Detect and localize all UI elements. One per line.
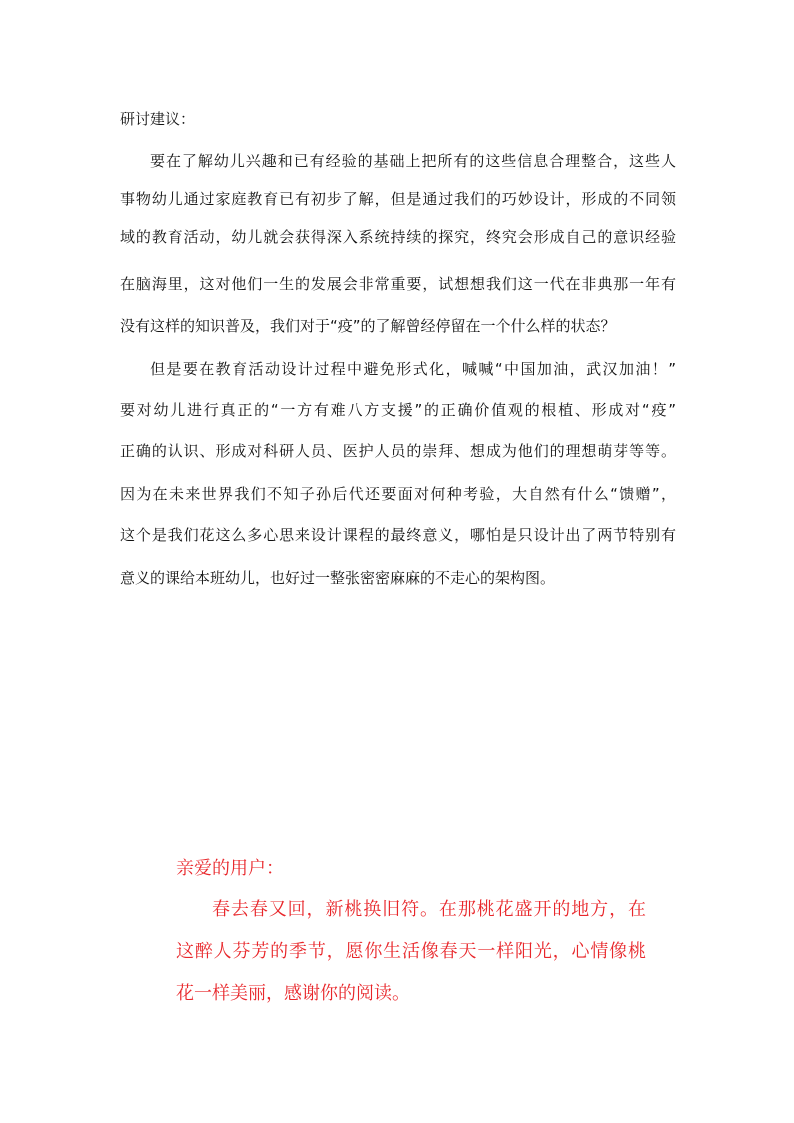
paragraph-line: 但是要在教育活动设计过程中避免形式化，喊喊“中国加油，武汉加油！”: [150, 360, 676, 378]
paragraph-line: 事物幼儿通过家庭教育已有初步了解，但是通过我们的巧妙设计，形成的不同领: [120, 190, 676, 208]
paragraph-line: 没有这样的知识普及，我们对于“疫”的了解曾经停留在一个什么样的状态？: [120, 317, 616, 335]
closing-line: 春去春又回，新桃换旧符。在那桃花盛开的地方，在: [212, 899, 646, 920]
paragraph-line: 域的教育活动，幼儿就会获得深入系统持续的探究，终究会形成自己的意识经验: [120, 228, 676, 246]
section-heading: 研讨建议：: [120, 110, 196, 128]
paragraph-line: 要在了解幼儿兴趣和已有经验的基础上把所有的这些信息合理整合，这些人: [150, 152, 676, 170]
closing-line: 花一样美丽，感谢你的阅读。: [176, 983, 410, 1004]
paragraph-line: 因为在未来世界我们不知子孙后代还要面对何种考验，大自然有什么“馈赠”，: [120, 485, 676, 503]
paragraph-line: 要对幼儿进行真正的“一方有难八方支援”的正确价值观的根植、形成对“疫”: [120, 401, 676, 419]
paragraph-line: 意义的课给本班幼儿，也好过一整张密密麻麻的不走心的架构图。: [120, 569, 556, 587]
closing-greeting: 亲爱的用户：: [176, 858, 284, 879]
paragraph-line: 在脑海里，这对他们一生的发展会非常重要，试想想我们这一代在非典那一年有: [120, 275, 676, 293]
paragraph-line: 这个是我们花这么多心思来设计课程的最终意义，哪怕是只设计出了两节特别有: [120, 526, 676, 544]
paragraph-line: 正确的认识、形成对科研人员、医护人员的崇拜、想成为他们的理想萌芽等等。: [120, 442, 676, 460]
closing-line: 这醉人芬芳的季节，愿你生活像春天一样阳光，心情像桃: [176, 941, 646, 962]
